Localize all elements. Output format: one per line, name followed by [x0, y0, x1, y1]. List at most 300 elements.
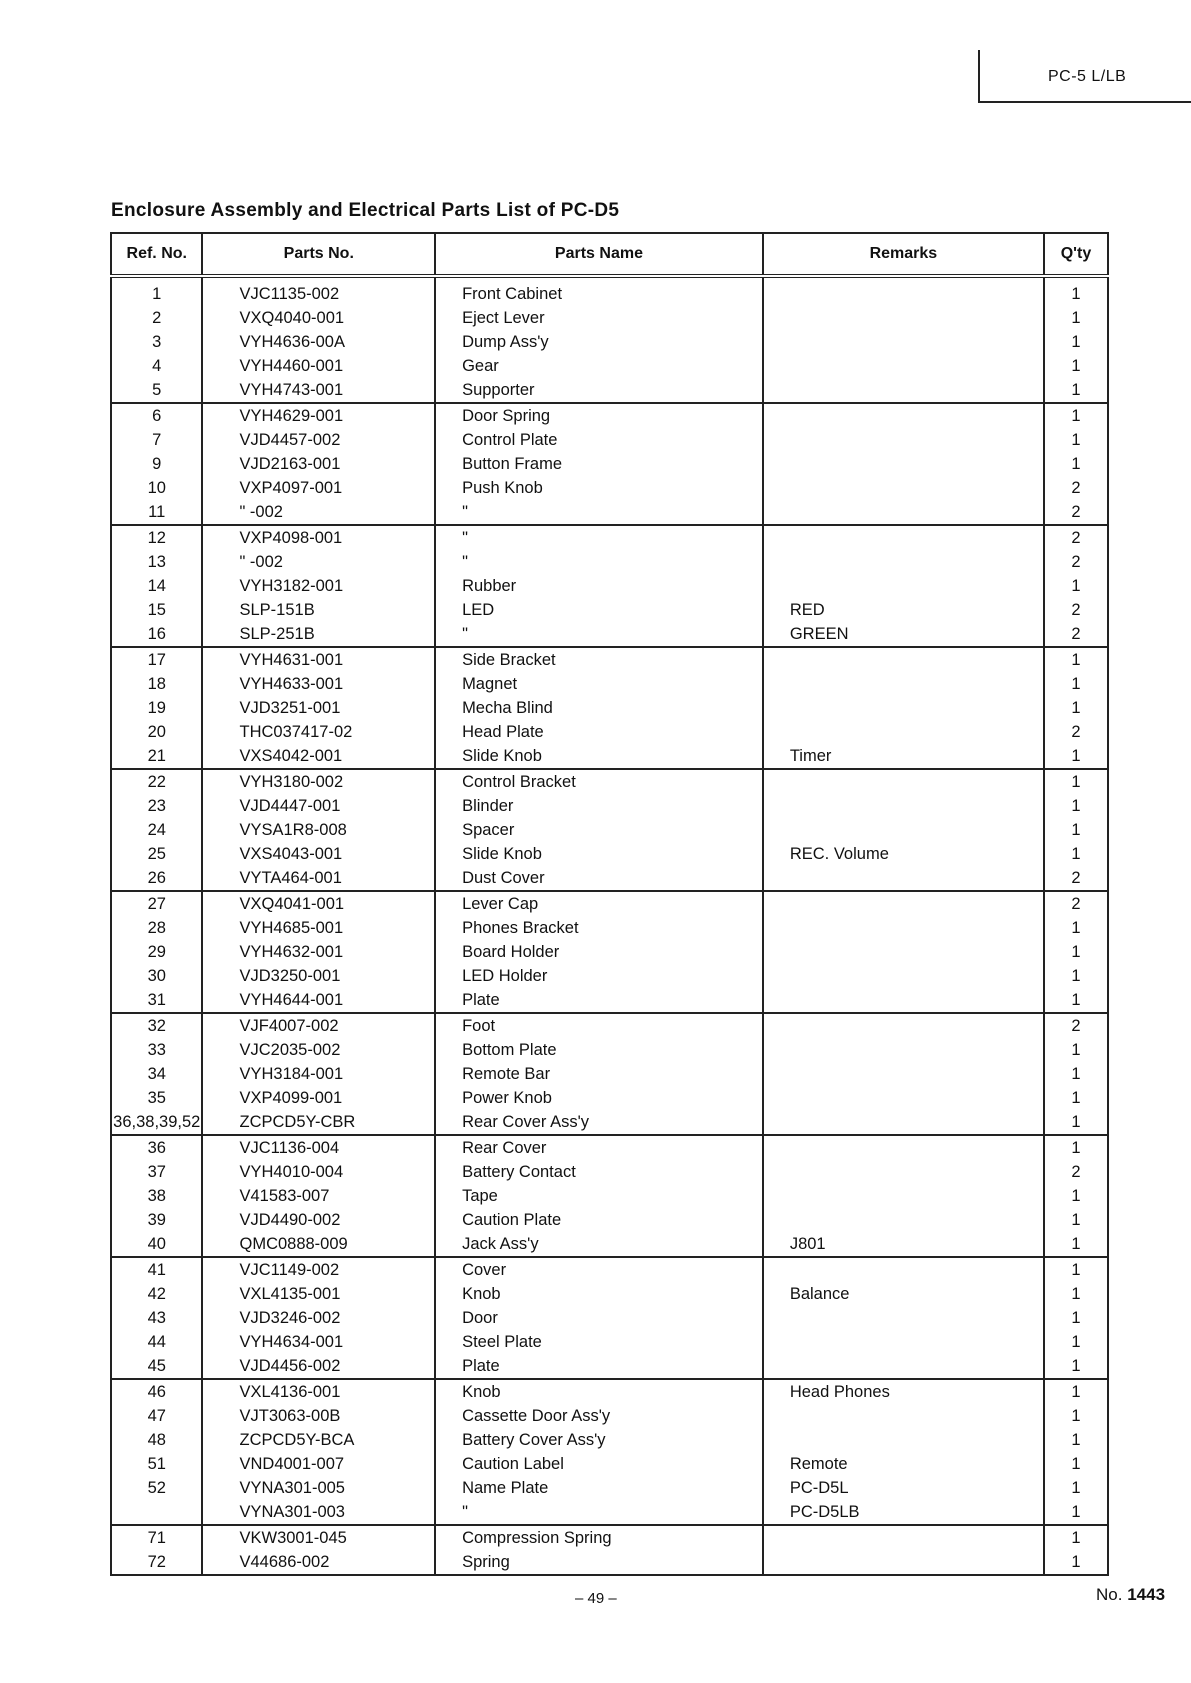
cell-qty: 1	[1044, 842, 1108, 866]
cell-qty: 1	[1044, 1452, 1108, 1476]
cell-ref-no: 7	[152, 431, 162, 449]
cell-parts-no: VJD3250-001	[202, 964, 435, 988]
cell-parts-name: "	[435, 550, 763, 574]
cell-parts-name: Knob	[435, 1379, 763, 1404]
cell-parts-name: Spacer	[435, 818, 763, 842]
cell-parts-no: VYH4636-00A	[202, 330, 435, 354]
table-row	[111, 1500, 1108, 1525]
cell-parts-name: Steel Plate	[435, 1330, 763, 1354]
cell-parts-name: Remote Bar	[435, 1062, 763, 1086]
cell-ref-no: 15	[147, 601, 166, 619]
cell-parts-no: VJC2035-002	[202, 1038, 435, 1062]
cell-parts-name: Magnet	[435, 672, 763, 696]
cell-remarks	[763, 500, 1044, 525]
cell-ref-no: 21	[111, 744, 202, 769]
cell-parts-no: VJD4457-002	[202, 428, 435, 452]
cell-remarks: Remote	[763, 1452, 1044, 1476]
table-row	[111, 306, 1108, 330]
cell-parts-name: Button Frame	[435, 452, 763, 476]
cell-ref-no: 44	[147, 1333, 166, 1351]
table-row	[111, 403, 1108, 428]
cell-qty: 2	[1044, 1160, 1108, 1184]
cell-remarks	[763, 866, 1044, 891]
table-row	[111, 1306, 1108, 1330]
cell-remarks	[763, 1404, 1044, 1428]
cell-remarks	[763, 696, 1044, 720]
cell-parts-name: Foot	[435, 1013, 763, 1038]
cell-qty: 1	[1044, 1550, 1108, 1575]
cell-parts-no: VYH4743-001	[202, 378, 435, 403]
cell-ref-no: 16	[111, 622, 202, 647]
cell-qty: 1	[1044, 1038, 1108, 1062]
cell-parts-name: Door Spring	[435, 403, 763, 428]
cell-ref-no: 14	[147, 577, 166, 595]
cell-qty: 1	[1044, 1500, 1108, 1525]
cell-qty: 2	[1044, 598, 1108, 622]
cell-remarks	[763, 330, 1044, 354]
cell-parts-name: Dump Ass'y	[435, 330, 763, 354]
cell-qty: 1	[1044, 916, 1108, 940]
cell-qty: 1	[1044, 1330, 1108, 1354]
cell-parts-no: VKW3001-045	[202, 1525, 435, 1550]
table-row	[111, 500, 1108, 525]
cell-ref-no: 42	[147, 1285, 166, 1303]
cell-remarks	[763, 1306, 1044, 1330]
cell-ref-no: 5	[111, 378, 202, 403]
cell-parts-name: Control Plate	[435, 428, 763, 452]
page-number: – 49 –	[575, 1590, 617, 1607]
cell-remarks	[763, 574, 1044, 598]
cell-qty: 1	[1044, 964, 1108, 988]
document-number	[1096, 1585, 1165, 1605]
cell-parts-no: VXL4136-001	[202, 1379, 435, 1404]
cell-ref-no: 20	[147, 723, 166, 741]
table-row	[111, 842, 1108, 866]
page-title: Enclosure Assembly and Electrical Parts List of PC-D5	[111, 200, 620, 221]
cell-ref-no: 40	[111, 1232, 202, 1257]
table-row	[111, 891, 1108, 916]
cell-qty: 1	[1044, 428, 1108, 452]
table-row	[111, 354, 1108, 378]
cell-remarks	[763, 525, 1044, 550]
parts-table-body	[111, 276, 1108, 1575]
table-row	[111, 1086, 1108, 1110]
cell-parts-no: VYH3184-001	[202, 1062, 435, 1086]
table-row	[111, 1184, 1108, 1208]
cell-ref-no: 34	[147, 1065, 166, 1083]
cell-qty: 1	[1044, 330, 1108, 354]
cell-parts-name: Push Knob	[435, 476, 763, 500]
table-row	[111, 1282, 1108, 1306]
cell-parts-name: Eject Lever	[435, 306, 763, 330]
table-row	[111, 330, 1108, 354]
table-row	[111, 276, 1108, 306]
cell-parts-name: Power Knob	[435, 1086, 763, 1110]
cell-ref-no: 4	[152, 357, 162, 375]
cell-ref-no: 28	[147, 919, 166, 937]
cell-qty: 2	[1044, 720, 1108, 744]
cell-ref-no: 36	[147, 1139, 166, 1157]
cell-parts-no: VJD3251-001	[202, 696, 435, 720]
cell-parts-name: Gear	[435, 354, 763, 378]
cell-parts-no: VJD4456-002	[202, 1354, 435, 1379]
table-row	[111, 428, 1108, 452]
cell-remarks	[763, 452, 1044, 476]
cell-parts-no: THC037417-02	[202, 720, 435, 744]
cell-ref-no: 3	[152, 333, 162, 351]
cell-qty: 1	[1044, 452, 1108, 476]
cell-parts-no: " -002	[202, 550, 435, 574]
cell-ref-no: 51	[147, 1455, 166, 1473]
cell-qty: 1	[1044, 1257, 1108, 1282]
col-header-parts-name: Parts Name	[435, 233, 763, 276]
cell-remarks	[763, 403, 1044, 428]
cell-qty: 1	[1044, 1086, 1108, 1110]
cell-remarks: REC. Volume	[763, 842, 1044, 866]
cell-parts-no: V41583-007	[202, 1184, 435, 1208]
cell-parts-name: Door	[435, 1306, 763, 1330]
table-row	[111, 964, 1108, 988]
cell-qty: 1	[1044, 940, 1108, 964]
cell-ref-no: 38	[147, 1187, 166, 1205]
cell-remarks	[763, 306, 1044, 330]
cell-parts-name: Knob	[435, 1282, 763, 1306]
cell-remarks: Balance	[763, 1282, 1044, 1306]
cell-parts-no: VJD4447-001	[202, 794, 435, 818]
cell-remarks	[763, 672, 1044, 696]
cell-qty: 1	[1044, 574, 1108, 598]
table-row	[111, 452, 1108, 476]
cell-ref-no: 22	[147, 773, 166, 791]
cell-remarks: Head Phones	[763, 1379, 1044, 1404]
table-row	[111, 1135, 1108, 1160]
table-row	[111, 1110, 1108, 1135]
cell-parts-name: Plate	[435, 1354, 763, 1379]
col-header-ref-no: Ref. No.	[111, 233, 202, 276]
table-row	[111, 622, 1108, 647]
table-row	[111, 744, 1108, 769]
table-row	[111, 550, 1108, 574]
cell-remarks	[763, 476, 1044, 500]
cell-qty: 1	[1044, 403, 1108, 428]
cell-qty: 1	[1044, 1354, 1108, 1379]
cell-remarks: GREEN	[763, 622, 1044, 647]
cell-parts-no: VJC1136-004	[202, 1135, 435, 1160]
cell-ref-no: 23	[147, 797, 166, 815]
cell-parts-name: Plate	[435, 988, 763, 1013]
cell-ref-no: 26	[111, 866, 202, 891]
cell-parts-name: Slide Knob	[435, 744, 763, 769]
cell-parts-name: Control Bracket	[435, 769, 763, 794]
cell-qty: 1	[1044, 306, 1108, 330]
cell-remarks	[763, 891, 1044, 916]
table-row	[111, 1525, 1108, 1550]
cell-parts-no: VYNA301-005	[202, 1476, 435, 1500]
table-row	[111, 525, 1108, 550]
cell-remarks	[763, 1086, 1044, 1110]
cell-ref-no: 12	[147, 529, 166, 547]
cell-ref-no: 19	[147, 699, 166, 717]
cell-parts-name: LED Holder	[435, 964, 763, 988]
cell-parts-no: V44686-002	[202, 1550, 435, 1575]
cell-remarks	[763, 916, 1044, 940]
cell-parts-no: VYTA464-001	[202, 866, 435, 891]
cell-qty: 1	[1044, 1135, 1108, 1160]
cell-ref-no: 45	[111, 1354, 202, 1379]
cell-qty: 1	[1044, 672, 1108, 696]
cell-parts-no: VXQ4040-001	[202, 306, 435, 330]
cell-parts-no: " -002	[202, 500, 435, 525]
cell-parts-no: VJF4007-002	[202, 1013, 435, 1038]
cell-ref-no: 41	[147, 1261, 166, 1279]
cell-remarks	[763, 1135, 1044, 1160]
cell-parts-no: VYH4010-004	[202, 1160, 435, 1184]
cell-remarks	[763, 1550, 1044, 1575]
cell-remarks	[763, 1184, 1044, 1208]
table-row	[111, 1476, 1108, 1500]
cell-qty: 1	[1044, 1428, 1108, 1452]
cell-qty: 1	[1044, 378, 1108, 403]
cell-parts-no: VXP4099-001	[202, 1086, 435, 1110]
cell-parts-no: VYNA301-003	[202, 1500, 435, 1525]
cell-parts-no: VYH4633-001	[202, 672, 435, 696]
cell-ref-no: 6	[152, 407, 162, 425]
cell-qty: 2	[1044, 891, 1108, 916]
cell-parts-name: Lever Cap	[435, 891, 763, 916]
cell-qty: 1	[1044, 794, 1108, 818]
cell-parts-name: Spring	[435, 1550, 763, 1575]
cell-ref-no: 10	[147, 479, 166, 497]
cell-ref-no: 24	[147, 821, 166, 839]
cell-parts-no: VJC1149-002	[202, 1257, 435, 1282]
cell-qty: 1	[1044, 988, 1108, 1013]
cell-parts-no: VXS4043-001	[202, 842, 435, 866]
cell-parts-no: VND4001-007	[202, 1452, 435, 1476]
table-row	[111, 720, 1108, 744]
cell-ref-no: 11	[111, 500, 202, 525]
cell-parts-no: VYH4631-001	[202, 647, 435, 672]
cell-parts-name: Rear Cover Ass'y	[435, 1110, 763, 1135]
cell-remarks	[763, 1208, 1044, 1232]
cell-parts-name: LED	[435, 598, 763, 622]
col-header-parts-no: Parts No.	[202, 233, 435, 276]
cell-remarks	[763, 1354, 1044, 1379]
cell-qty: 1	[1044, 1404, 1108, 1428]
cell-qty: 1	[1044, 696, 1108, 720]
cell-ref-no: 35	[147, 1089, 166, 1107]
table-header-row	[111, 233, 1108, 276]
cell-parts-no: VXS4042-001	[202, 744, 435, 769]
cell-qty: 1	[1044, 1282, 1108, 1306]
cell-remarks	[763, 1330, 1044, 1354]
col-header-remarks: Remarks	[763, 233, 1044, 276]
table-row	[111, 1379, 1108, 1404]
cell-ref-no: 2	[152, 309, 162, 327]
cell-parts-no: VYH4644-001	[202, 988, 435, 1013]
cell-remarks: PC-D5L	[763, 1476, 1044, 1500]
cell-parts-name: Supporter	[435, 378, 763, 403]
cell-remarks	[763, 988, 1044, 1013]
cell-parts-no: VJC1135-002	[202, 276, 435, 306]
cell-ref-no: 48	[147, 1431, 166, 1449]
table-row	[111, 1452, 1108, 1476]
cell-remarks	[763, 647, 1044, 672]
cell-remarks: PC-D5LB	[763, 1500, 1044, 1525]
cell-qty: 2	[1044, 1013, 1108, 1038]
table-row	[111, 1330, 1108, 1354]
table-row	[111, 672, 1108, 696]
cell-parts-name: Front Cabinet	[435, 276, 763, 306]
cell-parts-name: Side Bracket	[435, 647, 763, 672]
cell-ref-no: 17	[147, 651, 166, 669]
cell-parts-name: Bottom Plate	[435, 1038, 763, 1062]
cell-parts-no: VYH4460-001	[202, 354, 435, 378]
cell-parts-no: VJD3246-002	[202, 1306, 435, 1330]
cell-parts-no: QMC0888-009	[202, 1232, 435, 1257]
cell-qty: 2	[1044, 550, 1108, 574]
cell-parts-name: Dust Cover	[435, 866, 763, 891]
cell-remarks	[763, 428, 1044, 452]
cell-qty: 2	[1044, 500, 1108, 525]
table-row	[111, 1550, 1108, 1575]
cell-parts-no: VYSA1R8-008	[202, 818, 435, 842]
cell-qty: 1	[1044, 1306, 1108, 1330]
cell-parts-no: VJD2163-001	[202, 452, 435, 476]
cell-parts-name: Phones Bracket	[435, 916, 763, 940]
table-row	[111, 1038, 1108, 1062]
table-row	[111, 1428, 1108, 1452]
cell-remarks	[763, 378, 1044, 403]
cell-parts-no: VXL4135-001	[202, 1282, 435, 1306]
cell-ref-no: 33	[147, 1041, 166, 1059]
cell-ref-no: 36,38,39,52	[111, 1110, 202, 1135]
cell-parts-name: Cassette Door Ass'y	[435, 1404, 763, 1428]
cell-parts-name: Name Plate	[435, 1476, 763, 1500]
cell-parts-no: VXP4098-001	[202, 525, 435, 550]
cell-parts-name: Blinder	[435, 794, 763, 818]
cell-qty: 1	[1044, 1110, 1108, 1135]
table-row	[111, 769, 1108, 794]
cell-ref-no: 72	[147, 1553, 166, 1571]
cell-parts-no: SLP-251B	[202, 622, 435, 647]
cell-parts-name: Caution Label	[435, 1452, 763, 1476]
cell-parts-no: VYH4629-001	[202, 403, 435, 428]
cell-parts-name: Cover	[435, 1257, 763, 1282]
cell-qty: 1	[1044, 647, 1108, 672]
cell-remarks	[763, 1160, 1044, 1184]
cell-parts-name: Battery Contact	[435, 1160, 763, 1184]
cell-parts-no: VXQ4041-001	[202, 891, 435, 916]
cell-parts-no: VJT3063-00B	[202, 1404, 435, 1428]
document-number-value: 1443	[1127, 1585, 1166, 1604]
cell-qty: 1	[1044, 1062, 1108, 1086]
cell-remarks	[763, 354, 1044, 378]
table-row	[111, 866, 1108, 891]
cell-qty: 1	[1044, 276, 1108, 306]
cell-parts-no: SLP-151B	[202, 598, 435, 622]
table-row	[111, 1354, 1108, 1379]
cell-parts-name: Slide Knob	[435, 842, 763, 866]
table-row	[111, 1257, 1108, 1282]
cell-ref-no: 25	[147, 845, 166, 863]
cell-remarks	[763, 1062, 1044, 1086]
table-row	[111, 1013, 1108, 1038]
cell-remarks	[763, 1525, 1044, 1550]
cell-parts-name: "	[435, 525, 763, 550]
cell-ref-no	[111, 1500, 202, 1525]
table-row	[111, 1062, 1108, 1086]
cell-remarks: Timer	[763, 744, 1044, 769]
cell-qty: 2	[1044, 476, 1108, 500]
parts-table	[110, 232, 1109, 1576]
table-row	[111, 988, 1108, 1013]
table-row	[111, 378, 1108, 403]
cell-remarks	[763, 550, 1044, 574]
table-row	[111, 1232, 1108, 1257]
cell-ref-no: 47	[147, 1407, 166, 1425]
cell-ref-no: 29	[147, 943, 166, 961]
cell-ref-no: 37	[147, 1163, 166, 1181]
cell-remarks: RED	[763, 598, 1044, 622]
cell-qty: 2	[1044, 622, 1108, 647]
cell-ref-no: 43	[147, 1309, 166, 1327]
cell-ref-no: 71	[147, 1529, 166, 1547]
cell-remarks	[763, 1428, 1044, 1452]
cell-remarks: J801	[763, 1232, 1044, 1257]
cell-ref-no: 52	[147, 1479, 166, 1497]
cell-qty: 1	[1044, 1208, 1108, 1232]
cell-remarks	[763, 276, 1044, 306]
cell-parts-no: VYH3180-002	[202, 769, 435, 794]
cell-qty: 1	[1044, 744, 1108, 769]
cell-parts-no: VYH4634-001	[202, 1330, 435, 1354]
cell-qty: 1	[1044, 818, 1108, 842]
table-row	[111, 1160, 1108, 1184]
cell-parts-no: VJD4490-002	[202, 1208, 435, 1232]
cell-parts-name: Head Plate	[435, 720, 763, 744]
cell-qty: 1	[1044, 769, 1108, 794]
cell-qty: 2	[1044, 866, 1108, 891]
cell-parts-name: Jack Ass'y	[435, 1232, 763, 1257]
col-header-qty: Q'ty	[1044, 233, 1108, 276]
cell-parts-no: VXP4097-001	[202, 476, 435, 500]
cell-parts-no: ZCPCD5Y-CBR	[202, 1110, 435, 1135]
cell-remarks	[763, 1110, 1044, 1135]
cell-parts-name: Rubber	[435, 574, 763, 598]
cell-remarks	[763, 964, 1044, 988]
cell-ref-no: 27	[147, 895, 166, 913]
cell-remarks	[763, 1038, 1044, 1062]
cell-qty: 1	[1044, 1184, 1108, 1208]
table-row	[111, 916, 1108, 940]
cell-qty: 1	[1044, 1525, 1108, 1550]
cell-remarks	[763, 1013, 1044, 1038]
table-row	[111, 1404, 1108, 1428]
cell-remarks	[763, 818, 1044, 842]
cell-remarks	[763, 769, 1044, 794]
cell-parts-name: Compression Spring	[435, 1525, 763, 1550]
cell-qty: 1	[1044, 1232, 1108, 1257]
table-row	[111, 574, 1108, 598]
table-row	[111, 794, 1108, 818]
cell-remarks	[763, 940, 1044, 964]
cell-parts-name: "	[435, 500, 763, 525]
cell-ref-no: 13	[147, 553, 166, 571]
cell-parts-no: VYH4685-001	[202, 916, 435, 940]
cell-parts-no: VYH4632-001	[202, 940, 435, 964]
cell-parts-name: Mecha Blind	[435, 696, 763, 720]
cell-remarks	[763, 794, 1044, 818]
